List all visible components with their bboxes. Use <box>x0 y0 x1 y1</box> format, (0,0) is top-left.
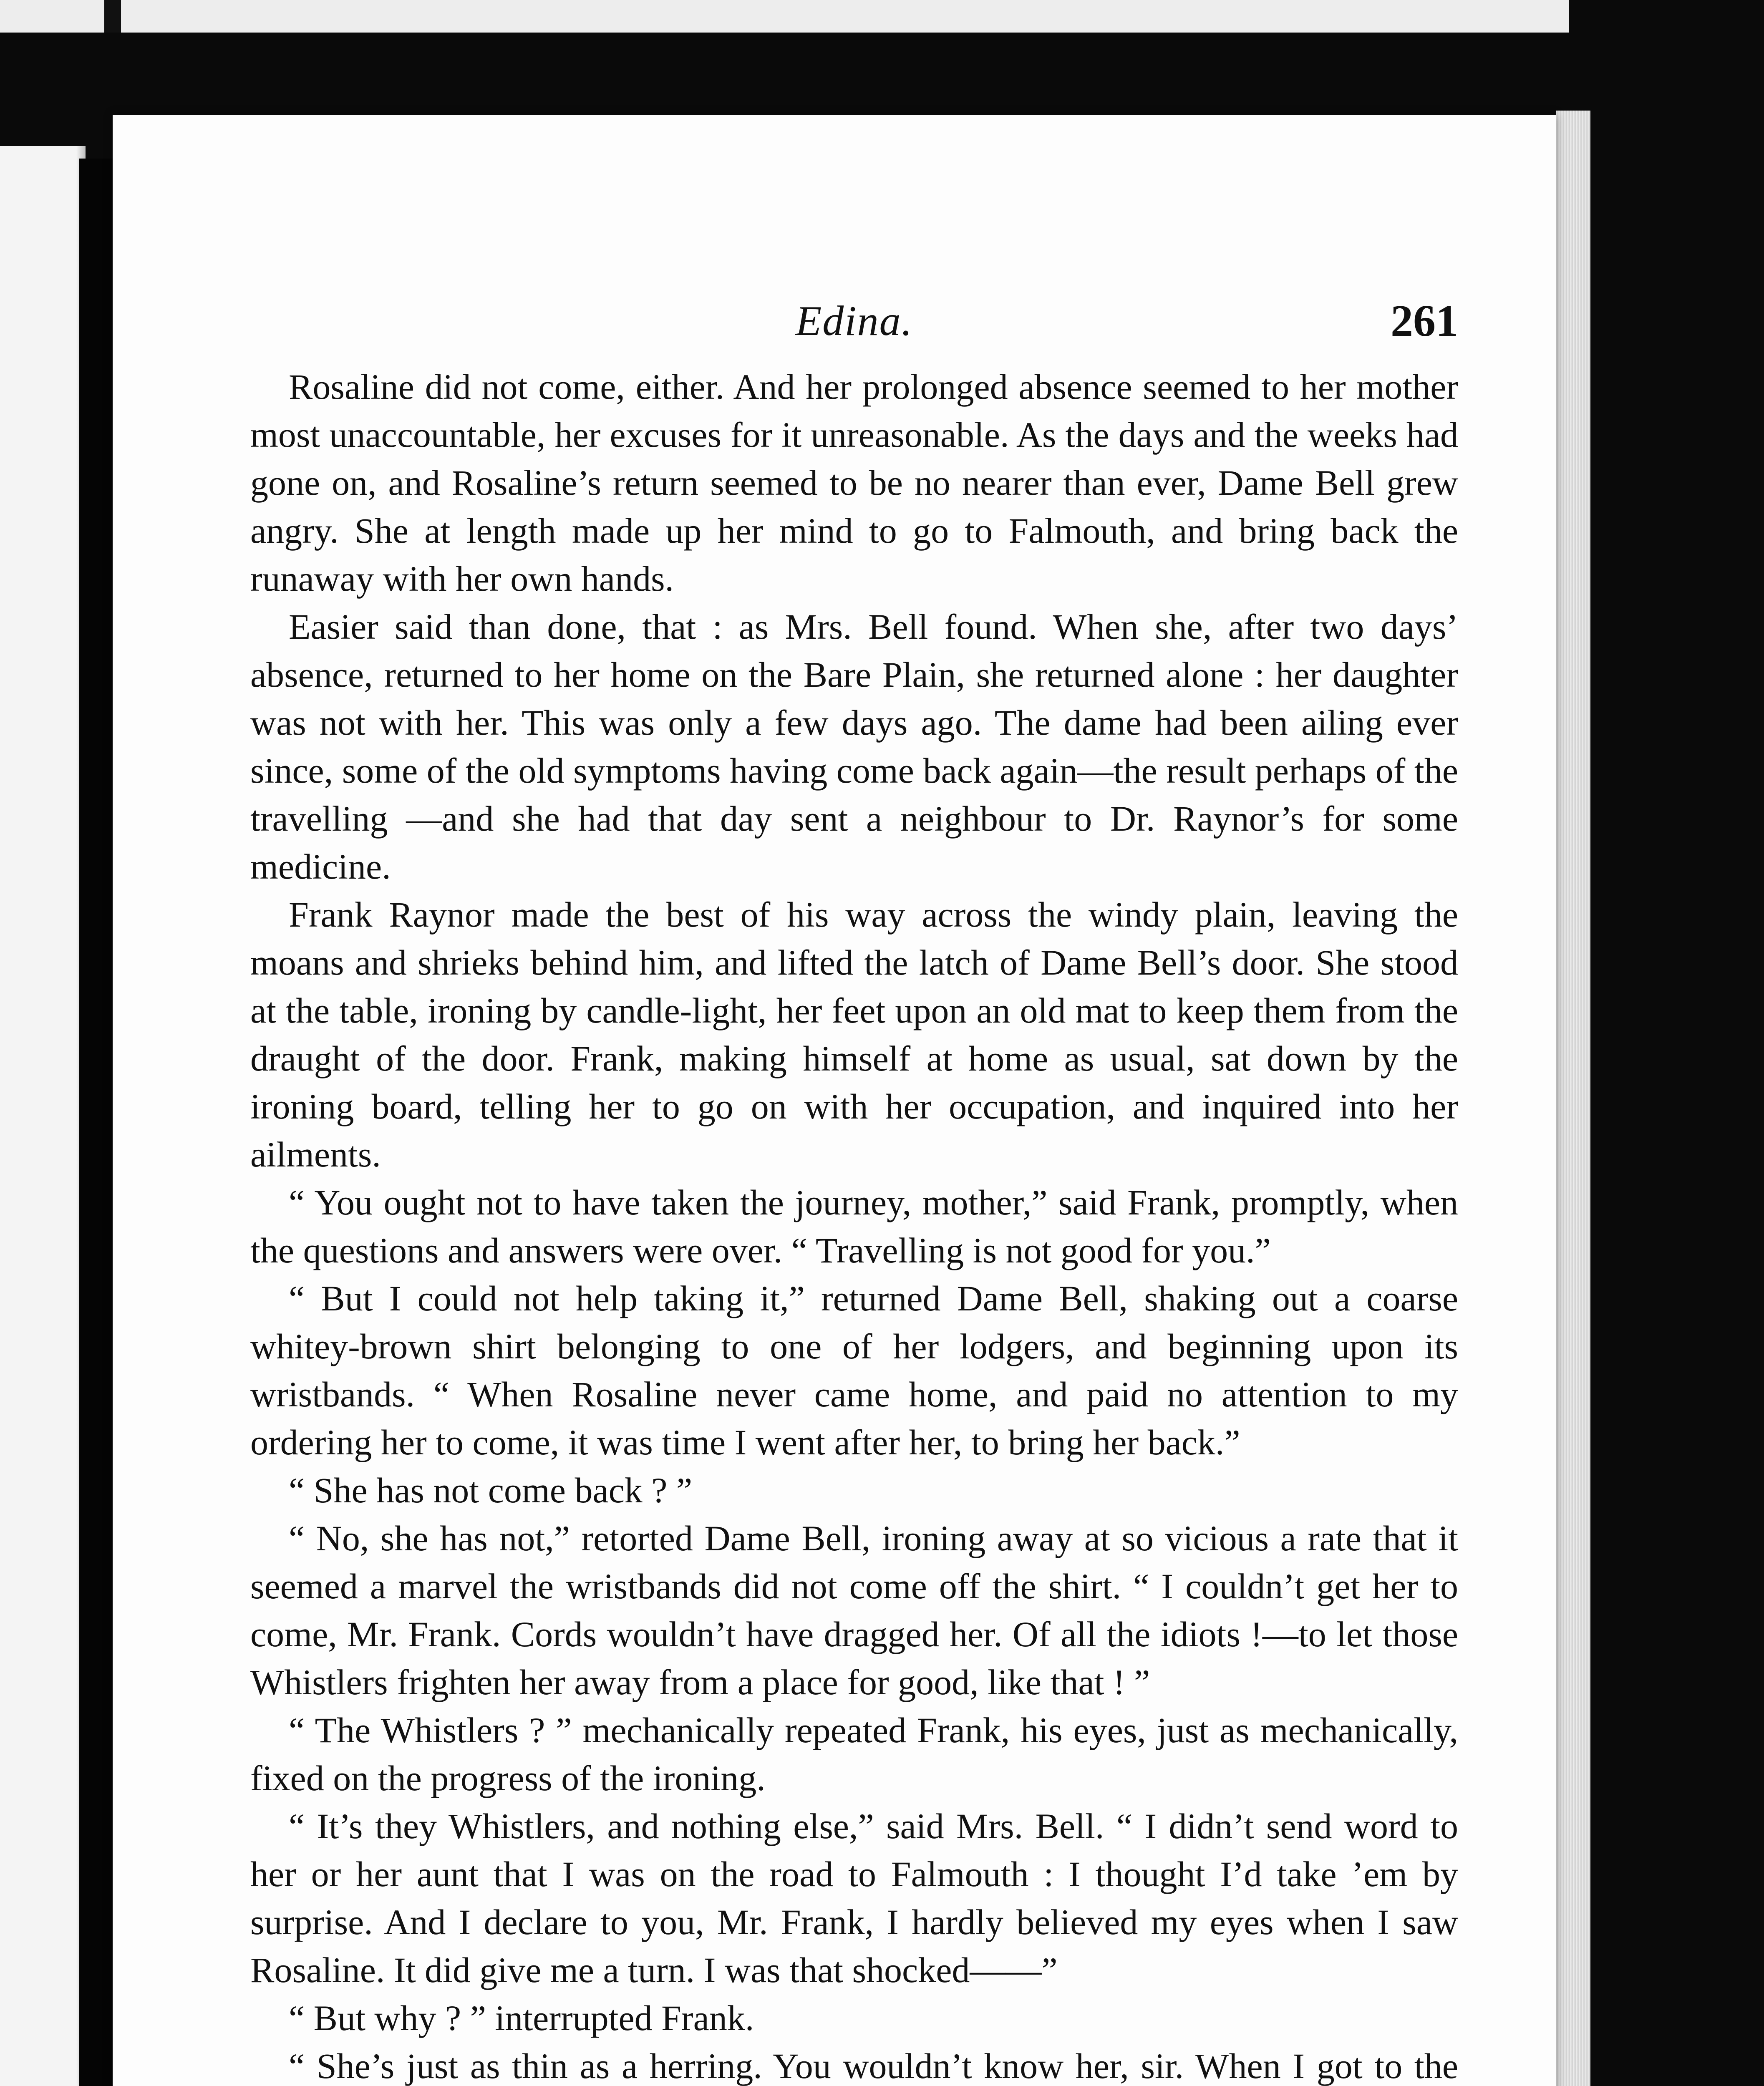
book-gutter <box>79 159 117 2086</box>
paragraph: “ She has not come back ? ” <box>289 1470 693 1510</box>
running-header <box>250 294 1458 348</box>
paragraph: Rosaline did not come, either. And her prolonged absence seemed to her mother most unaccountable, her excuses for it unreasonable. As the days and the weeks had gone on, and Rosaline’s return seemed to be no nearer than ever, Dame Bell grew angry. She at length made up her mind to go to Falmouth, and bring back the runaway with her own hands. <box>250 367 1458 599</box>
paragraph: “ But I could not help taking it,” returned Dame Bell, shaking out a coarse whitey-brown shirt belonging to one of her lodgers, and beginning upon its wristbands. “ When Rosaline never came home, and paid no attention to my ordering her to come, it was time I went after her, to bring her back.” <box>250 1278 1458 1462</box>
paragraph: “ She’s just as thin as a herring. You wouldn’t know her, sir. When I got to the <box>289 2046 1458 2086</box>
page-number: 261 <box>1391 296 1458 346</box>
binding-mark <box>104 0 121 33</box>
paragraph: “ The Whistlers ? ” mechanically repeated Frank, his eyes, just as mechanically, fixed on the progress of the ironing. <box>250 1710 1458 1798</box>
running-title: Edina. <box>795 297 913 345</box>
paragraph: Easier said than done, that : as Mrs. Bell found. When she, after two days’ absence, returned to her home on the Bare Plain, she returned alone : her daughter was not with her. This was only a few days ago. The dame had been ailing ever since, some of the old symptoms having come back again—the result perhaps of the travelling —and she had that day sent a neighbour to Dr. Raynor’s for some medicine. <box>250 607 1458 887</box>
paragraph: “ No, she has not,” retorted Dame Bell, ironing away at so vicious a rate that it seemed a marvel the wristbands did not come off the shirt. “ I couldn’t get her to come, Mr. Frank. Cords wouldn’t have dragged her. Of all the idiots !—to let those Whistlers frighten her away from a place for good, like that ! ” <box>250 1518 1458 1702</box>
page-block-fore-edge <box>1556 111 1590 2086</box>
paragraph: Frank Raynor made the best of his way across the windy plain, leaving the moans and shrieks behind him, and lifted the latch of Dame Bell’s door. She stood at the table, ironing by candle-light, her feet upon an old mat to keep them from the draught of the door. Frank, making himself at home as usual, sat down by the ironing board, telling her to go on with her occupation, and inquired into her ailments. <box>250 894 1458 1174</box>
facing-page-edge <box>0 146 86 2086</box>
paragraph: “ It’s they Whistlers, and nothing else,” said Mrs. Bell. “ I didn’t send word to her or her aunt that I was on the road to Falmouth : I thought I’d take ’em by surprise. And I declare to you, Mr. Frank, I hardly believed my eyes when I saw Rosaline. It did give me a turn. I was that shocked——” <box>250 1806 1458 1990</box>
paragraph: “ You ought not to have taken the journey, mother,” said Frank, promptly, when the questions and answers were over. “ Travelling is not good for you.” <box>250 1182 1458 1270</box>
page-body <box>250 363 1458 2086</box>
previous-page-strip <box>0 0 1569 33</box>
paragraph: “ But why ? ” interrupted Frank. <box>289 1998 754 2038</box>
